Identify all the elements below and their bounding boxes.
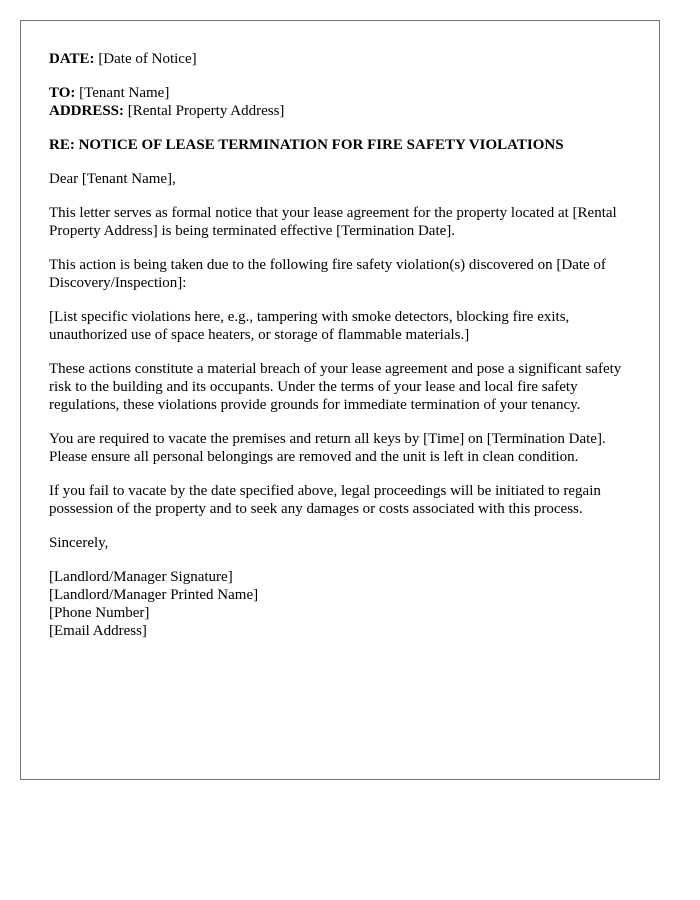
printed-name-line: [Landlord/Manager Printed Name] <box>49 587 259 603</box>
body-paragraph-legal: If you fail to vacate by the date specified above, legal proceedings will be initiated to regain possession of the property and to seek any damages or costs associated with this process. <box>49 483 601 517</box>
signature-block <box>49 568 631 640</box>
signature-line: [Landlord/Manager Signature] <box>49 569 233 585</box>
date-label: DATE: <box>49 51 95 67</box>
closing: Sincerely, <box>49 535 109 551</box>
body-paragraph-violations: [List specific violations here, e.g., tampering with smoke detectors, blocking fire exits, unauthorized use of space heaters, or storage of flammable materials.] <box>49 309 570 343</box>
address-line <box>49 102 631 120</box>
date-line <box>49 50 631 68</box>
salutation: Dear [Tenant Name], <box>49 171 176 187</box>
address-label: ADDRESS: <box>49 103 125 119</box>
date-value: [Date of Notice] <box>94 51 197 67</box>
body-paragraph-reason: This action is being taken due to the following fire safety violation(s) discovered on [Date of Discovery/Inspection]: <box>49 257 606 291</box>
to-value: [Tenant Name] <box>75 85 170 101</box>
to-line <box>49 84 631 102</box>
email-line: [Email Address] <box>49 623 147 639</box>
subject-line: RE: NOTICE OF LEASE TERMINATION FOR FIRE SAFETY VIOLATIONS <box>49 137 564 153</box>
body-paragraph-vacate: You are required to vacate the premises and return all keys by [Time] on [Termination Date]. Please ensure all personal belongings are removed and the unit is left in clean condition. <box>49 431 606 465</box>
body-paragraph-termination: This letter serves as formal notice that your lease agreement for the property located at [Rental Property Address] is being terminated effective [Termination Date]. <box>49 205 617 239</box>
letter-document <box>20 20 660 780</box>
address-value: [Rental Property Address] <box>124 103 285 119</box>
to-label: TO: <box>49 85 76 101</box>
recipient-block <box>49 84 631 120</box>
body-paragraph-breach: These actions constitute a material breach of your lease agreement and pose a significant safety risk to the building and its occupants. Under the terms of your lease and local fire safety regulations, these violations provide grounds for immediate termination of your tenancy. <box>49 361 622 413</box>
phone-line: [Phone Number] <box>49 605 150 621</box>
